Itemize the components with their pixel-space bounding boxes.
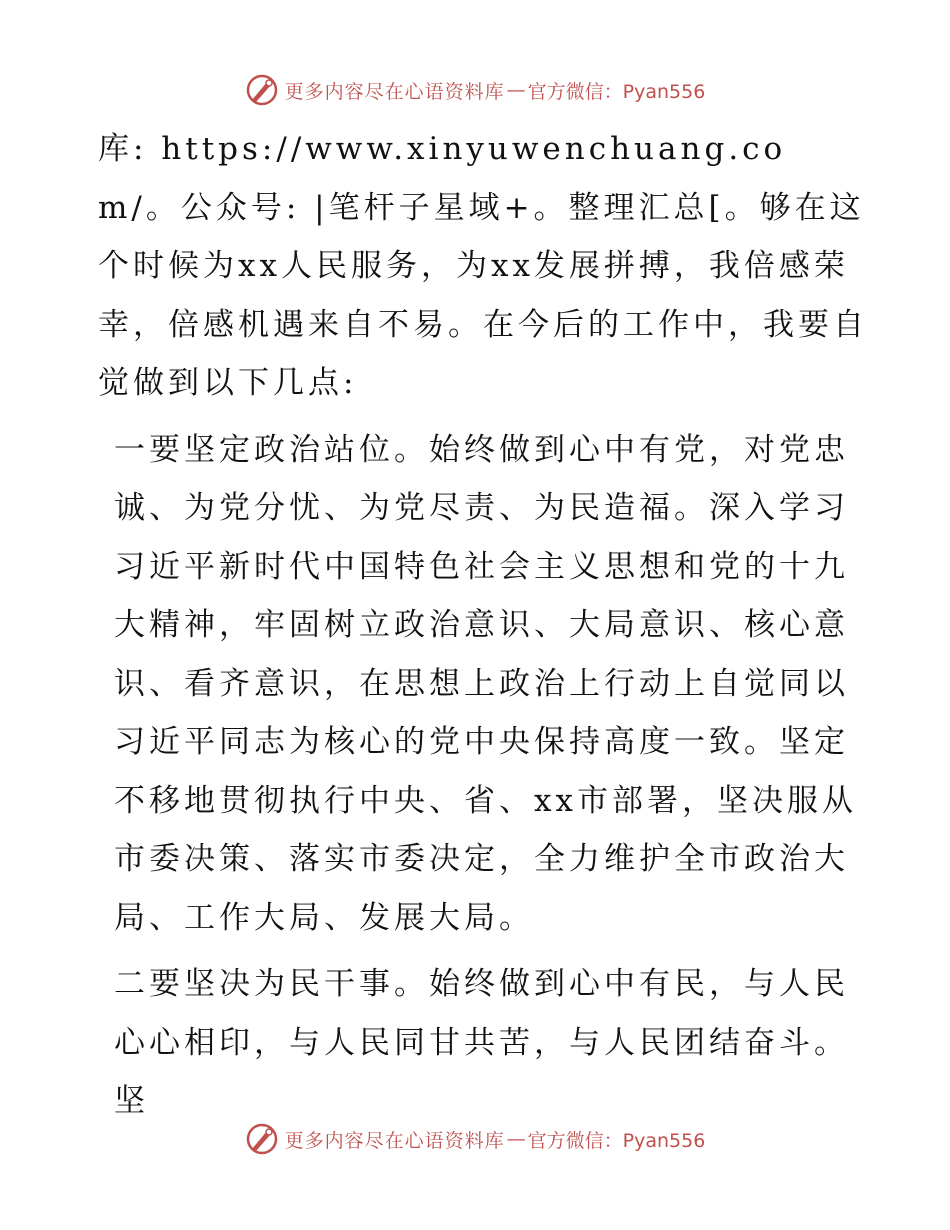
paragraph-point-two: 二要坚决为民干事。始终做到心中有民，与人民心心相印，与人民同甘共苦，与人民团结奋斗。坚 bbox=[114, 966, 849, 1119]
watermark-main-text: 更多内容尽在心语资料库 bbox=[284, 80, 505, 103]
paragraph-intro: 库: https://www.xinyuwenchuang.com/。公众号: |笔杆子星域+。整理汇总[。够在这个时候为xx人民服务，为xx发展拼搏，我倍感荣幸，倍感机遇来自不易。在今后的工作中，我要自觉做到以下几点: bbox=[98, 131, 868, 401]
header-watermark bbox=[0, 70, 950, 110]
pen-logo-icon bbox=[245, 73, 279, 107]
paragraph-point-one: 一要坚定政治站位。始终做到心中有党，对党忠诚、为党分忧、为党尽责、为民造福。深入学习习近平新时代中国特色社会主义思想和党的十九大精神，牢固树立政治意识、大局意识、核心意识、看齐意识，在思想上政治上行动上自觉同以习近平同志为核心的党中央保持高度一致。坚定不移地贯彻执行中央、省、xx市部署，坚决服从市委决策、落实市委决定，全力维护全市政治大局、工作大局、发展大局。 bbox=[114, 431, 857, 936]
watermark-wechat-text: 官方微信：Pyan556 bbox=[527, 1129, 706, 1152]
watermark-dash: — bbox=[506, 1128, 526, 1150]
watermark-main-text: 更多内容尽在心语资料库 bbox=[284, 1129, 505, 1152]
footer-watermark bbox=[0, 1119, 950, 1159]
document-body bbox=[98, 120, 868, 1131]
watermark-dash: — bbox=[506, 79, 526, 101]
watermark-wechat-text: 官方微信：Pyan556 bbox=[527, 80, 706, 103]
pen-logo-icon bbox=[245, 1122, 279, 1156]
